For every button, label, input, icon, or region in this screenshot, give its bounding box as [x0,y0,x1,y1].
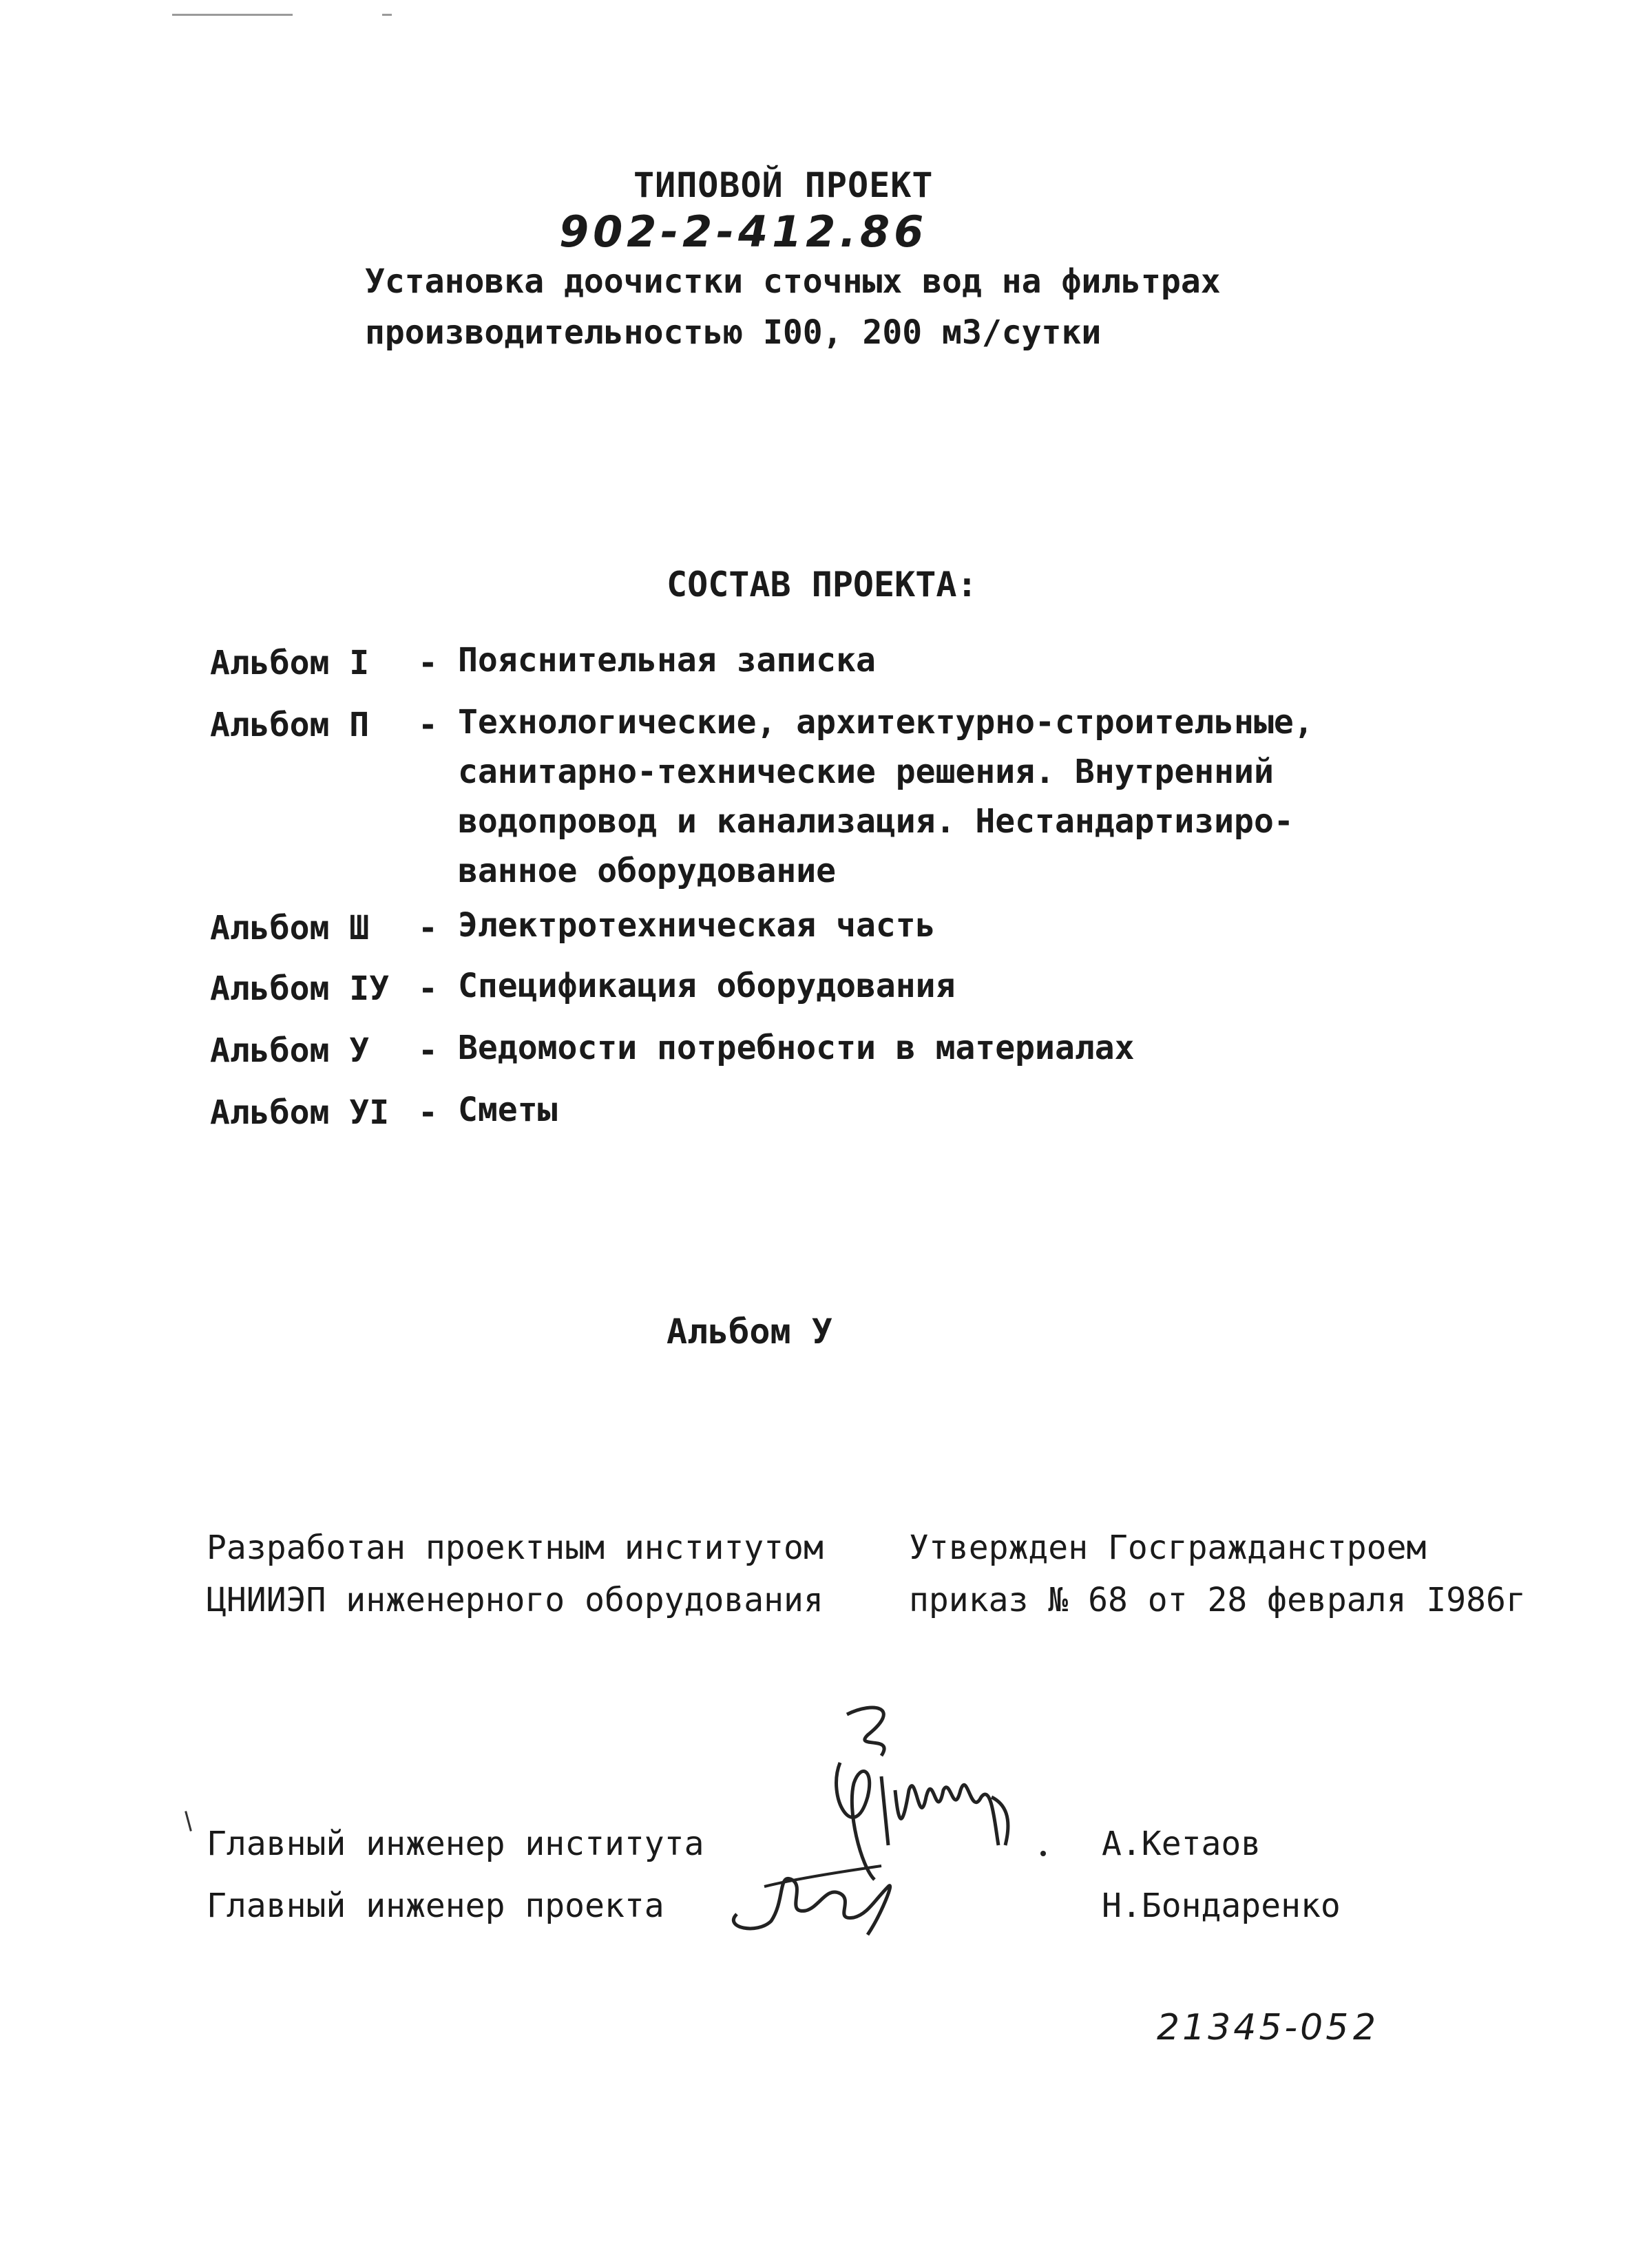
album-description-line: санитарно-технические решения. Внутренний [458,753,1274,791]
approval-line-2: приказ № 68 от 28 февраля I986г [909,1581,1526,1619]
document-type-title: ТИПОВОЙ ПРОЕКТ [633,165,934,205]
page-number: 2 [1353,2007,1379,2048]
inventory-number: 21345-05 [1157,2007,1352,2048]
project-subtitle-line-1: Установка доочистки сточных вод на фильтрах [365,262,1221,301]
album-dash: - [418,1031,438,1070]
signature-role-chief-engineer-institute: Главный инженер института [207,1825,704,1863]
album-description-line: Ведомости потребности в материалах [458,1029,1135,1067]
scan-mark-tick [382,14,392,16]
current-album-label: Альбом У [667,1312,832,1352]
album-label: Альбом Ш [210,909,370,947]
album-dash: - [418,969,438,1008]
album-description-line: Электротехническая часть [458,906,936,945]
album-dash: - [418,706,438,744]
album-label: Альбом УI [210,1093,390,1132]
album-label: Альбом IУ [210,969,390,1008]
album-label: Альбом П [210,706,370,744]
composition-heading: СОСТАВ ПРОЕКТА: [667,565,978,605]
album-label: Альбом У [210,1031,370,1070]
signature-name-ketaov: А.Кетаов [1102,1825,1261,1863]
album-description-line: Сметы [458,1091,558,1129]
approval-line-1: Утвержден Госгражданстроем [909,1529,1427,1567]
album-description-line: Спецификация оборудования [458,967,956,1005]
signature-role-chief-engineer-project: Главный инженер проекта [207,1887,664,1925]
signature-bondarenko-handwritten [716,1845,923,1942]
album-description-line: Пояснительная записка [458,641,876,680]
album-label: Альбом I [210,644,370,682]
project-number: 902-2-412.86 [559,207,928,257]
album-description-line: ванное оборудование [458,852,837,890]
project-subtitle-line-2: производительностью I00, 200 м3/сутки [365,313,1102,352]
album-dash: - [418,644,438,682]
album-description-line: Технологические, архитектурно-строительные, [458,703,1314,742]
developer-line-1: Разработан проектным институтом [207,1529,824,1567]
developer-line-2: ЦНИИЭП инженерного оборудования [207,1581,824,1619]
margin-tick-mark [185,1811,192,1831]
scan-mark-line [172,14,293,16]
album-description-line: водопровод и канализация. Нестандартизиро- [458,802,1294,841]
album-dash: - [418,1093,438,1132]
album-dash: - [418,909,438,947]
signature-name-bondarenko: Н.Бондаренко [1102,1887,1341,1925]
